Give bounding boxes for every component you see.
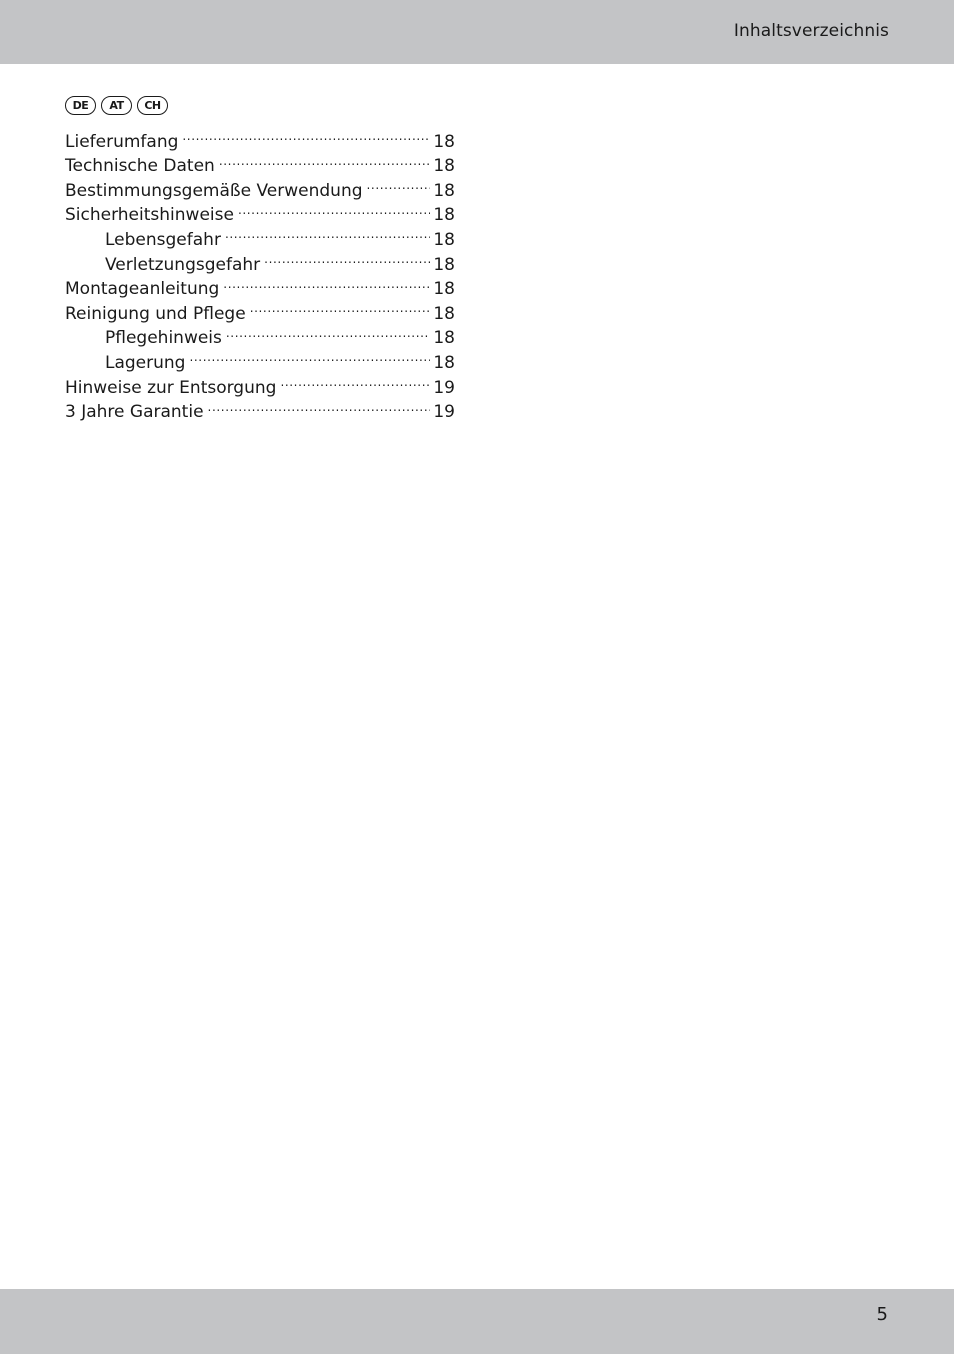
toc-entry-page: 19 [433, 377, 455, 398]
toc-leader-dots [182, 122, 430, 147]
toc-entry-page: 18 [433, 229, 455, 250]
toc-leader-dots [250, 294, 430, 319]
toc-leader-dots [280, 368, 430, 393]
toc-leader-dots [219, 147, 430, 172]
country-badge-at: AT [101, 96, 132, 115]
toc-entry-page: 18 [433, 303, 455, 324]
toc-entry-page: 18 [433, 156, 455, 177]
toc-entry-label: Reinigung und Pflege [65, 303, 246, 324]
toc-leader-dots [189, 343, 430, 368]
toc-entry-page: 18 [433, 254, 455, 275]
toc-entry-page: 19 [433, 402, 455, 423]
toc-entry-label: Lagerung [105, 352, 186, 373]
toc-entry-page: 18 [433, 352, 455, 373]
toc-entry-page: 18 [433, 328, 455, 349]
toc-entry-label: Lebensgefahr [105, 229, 221, 250]
toc-leader-dots [238, 196, 430, 221]
country-badge-de: DE [65, 96, 96, 115]
toc-entry-page: 18 [433, 279, 455, 300]
toc-entry-label: Pflegehinweis [105, 328, 222, 349]
toc-entry-label: Bestimmungsgemäße Verwendung [65, 180, 363, 201]
toc-entry-page: 18 [433, 180, 455, 201]
toc-leader-dots [226, 319, 430, 344]
footer-bar [0, 1289, 954, 1354]
toc-leader-dots [367, 171, 430, 196]
page-title: Inhaltsverzeichnis [733, 21, 889, 41]
toc-leader-dots [208, 393, 430, 418]
toc-entry-label: Lieferumfang [65, 131, 179, 152]
country-badges [65, 96, 168, 115]
country-badge-ch: CH [137, 96, 168, 115]
toc-leader-dots [223, 270, 430, 295]
toc-entry-label: Montageanleitung [65, 279, 220, 300]
page-number: 5 [876, 1304, 888, 1325]
toc-entry-lieferumfang[interactable] [65, 122, 455, 152]
toc-entry-label: Hinweise zur Entsorgung [65, 377, 277, 398]
toc-leader-dots [225, 220, 430, 245]
toc-entry-page: 18 [433, 131, 455, 152]
toc-entry-page: 18 [433, 205, 455, 226]
header-bar [0, 0, 954, 64]
toc-entry-label: Verletzungsgefahr [105, 254, 261, 275]
toc-leader-dots [264, 245, 430, 270]
toc-entry-label: Technische Daten [65, 156, 215, 177]
toc-entry-label: 3 Jahre Garantie [65, 402, 204, 423]
table-of-contents [65, 122, 455, 423]
toc-entry-label: Sicherheitshinweise [65, 205, 234, 226]
